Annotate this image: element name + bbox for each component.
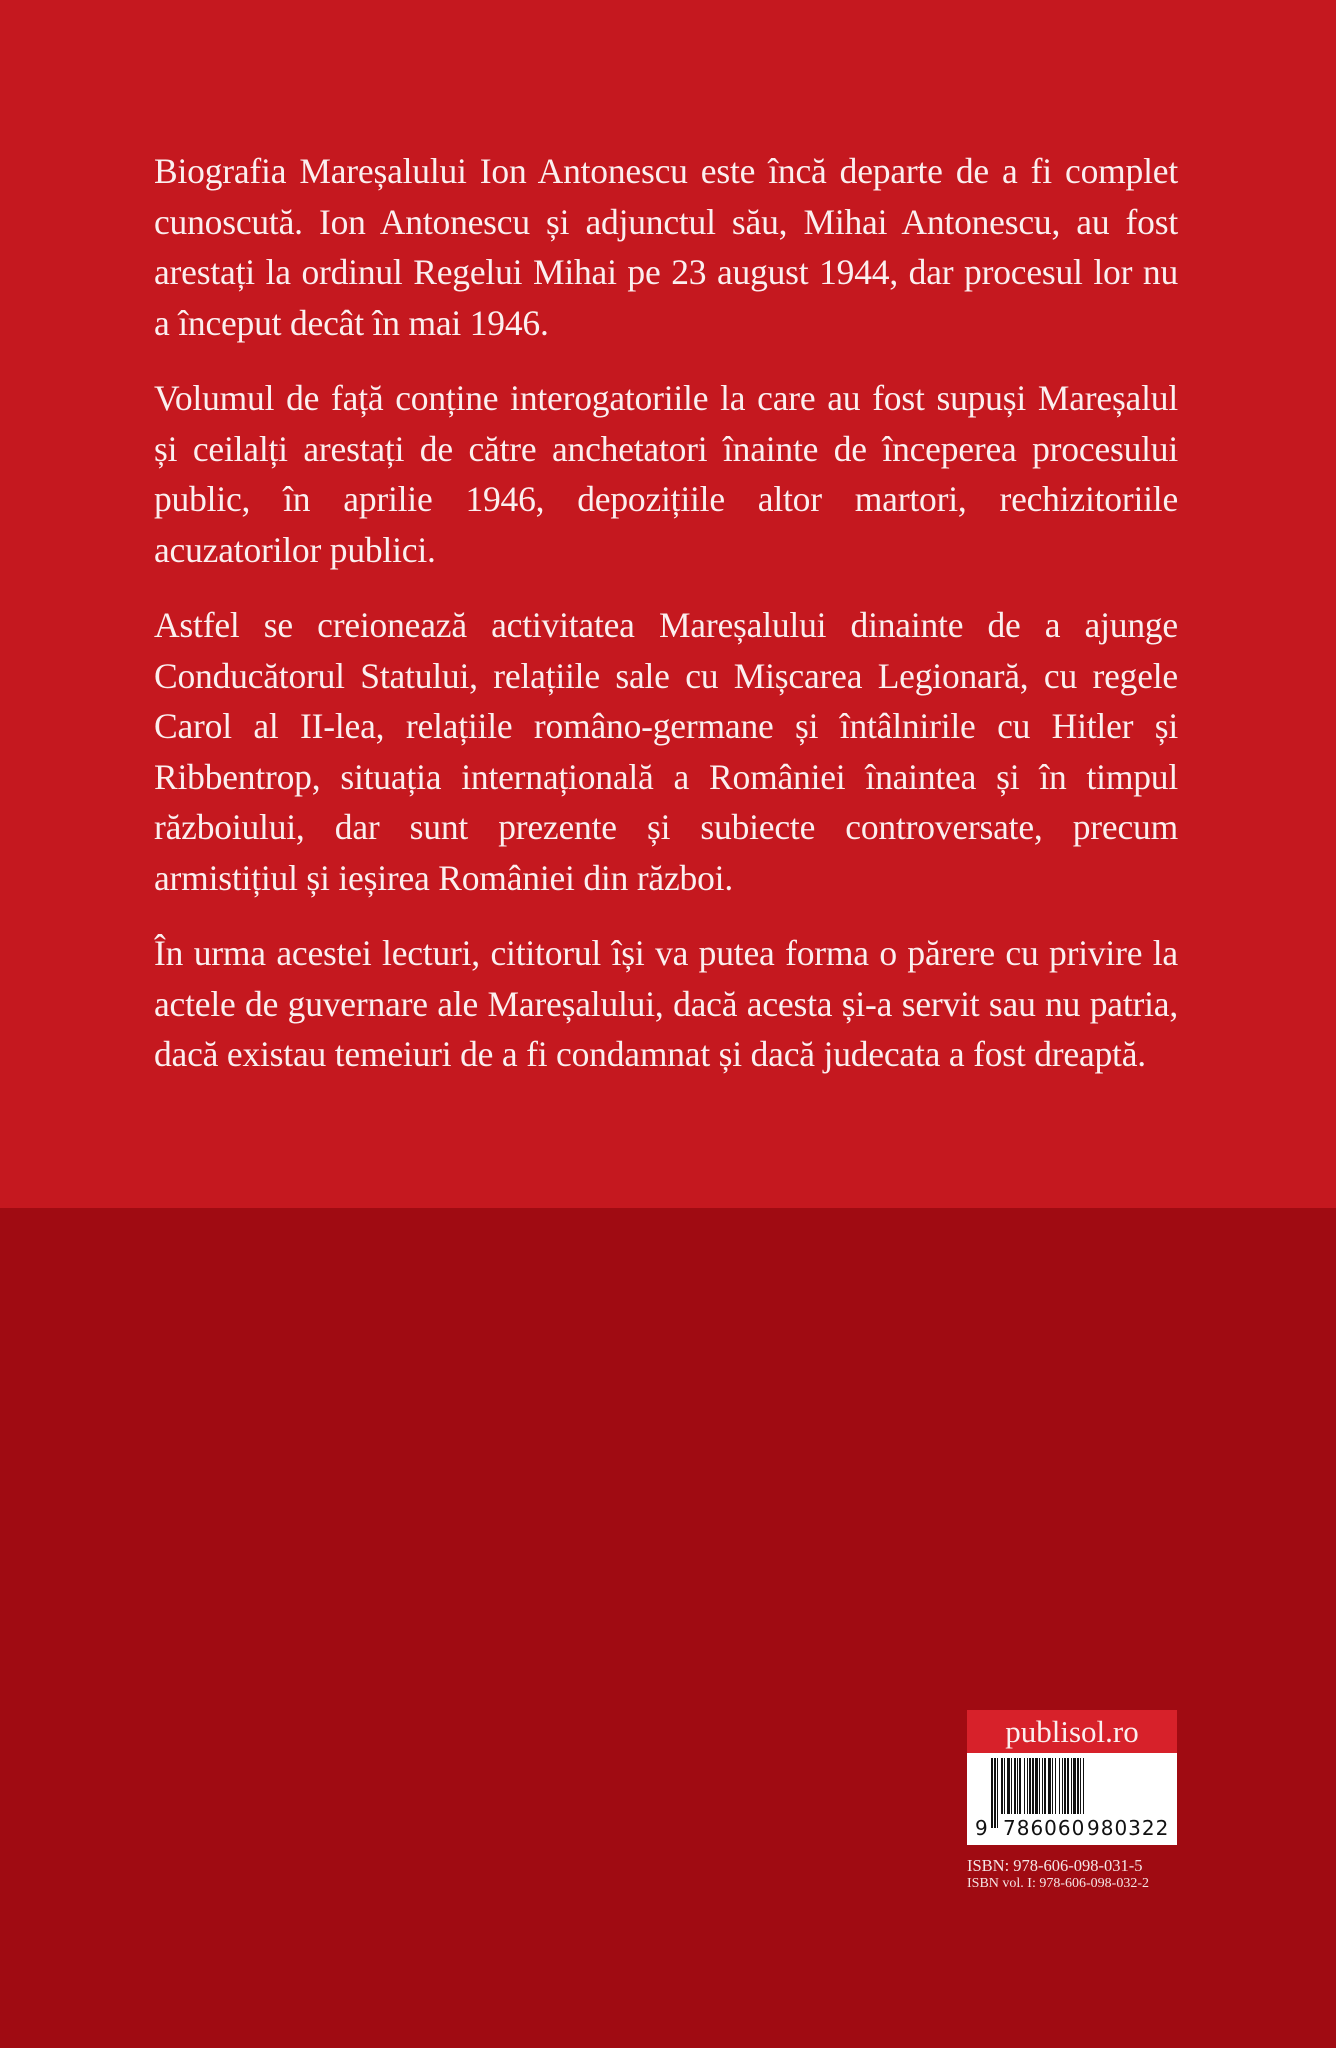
- isbn-barcode: [967, 1710, 1177, 1845]
- blurb-paragraph-2: Volumul de față conține interogatoriile la care au fost supuși Mareșalul și ceilalți arestați de către anchetatori înainte de începerea procesului public, în aprilie 1946, depozițiile altor martori, rechizitoriile acuzatorilor publici.: [154, 378, 1178, 570]
- isbn-volume-number: ISBN vol. I: 978-606-098-032-2: [967, 1876, 1149, 1891]
- cover-lower-panel: [0, 1208, 1336, 2048]
- blurb-paragraph-4: În urma acestei lecturi, cititorul își va putea forma o părere cu privire la actele de guvernare ale Mareșalului, dacă acesta și-a servit sau nu patria, dacă existau temeiuri de a fi condamnat și dacă judecata a fost dreaptă.: [154, 933, 1178, 1074]
- isbn-number: ISBN: 978-606-098-031-5: [967, 1856, 1143, 1875]
- blurb-paragraph-1: Biografia Mareșalului Ion Antonescu este încă departe de a fi complet cunoscută. Ion Antonescu și adjunctul său, Mihai Antonescu, au fost arestați la ordinul Regelui Mihai pe 23 august 1944, dar procesul lor nu a început decât în mai 1946.: [154, 151, 1178, 343]
- barcode-digits-right: 980322: [1087, 1816, 1170, 1840]
- back-cover-blurb: [154, 146, 1178, 1105]
- blurb-paragraph-3: Astfel se creionează activitatea Mareșalului dinainte de a ajunge Conducătorul Statului, relațiile sale cu Mișcarea Legionară, cu regele Carol al II-lea, relațiile româno-germane și întâlnirile cu Hitler și Ribbentrop, situația internațională a României înaintea și în timpul războiului, dar sunt prezente și subiecte controversate, precum armistițiul și ieșirea României din război.: [154, 605, 1178, 898]
- barcode-digit-lead: 9: [975, 1816, 988, 1840]
- barcode-digits-left: 786060: [1003, 1816, 1086, 1840]
- publisher-label: publisol.ro: [967, 1710, 1177, 1753]
- barcode-digits: [971, 1814, 1173, 1842]
